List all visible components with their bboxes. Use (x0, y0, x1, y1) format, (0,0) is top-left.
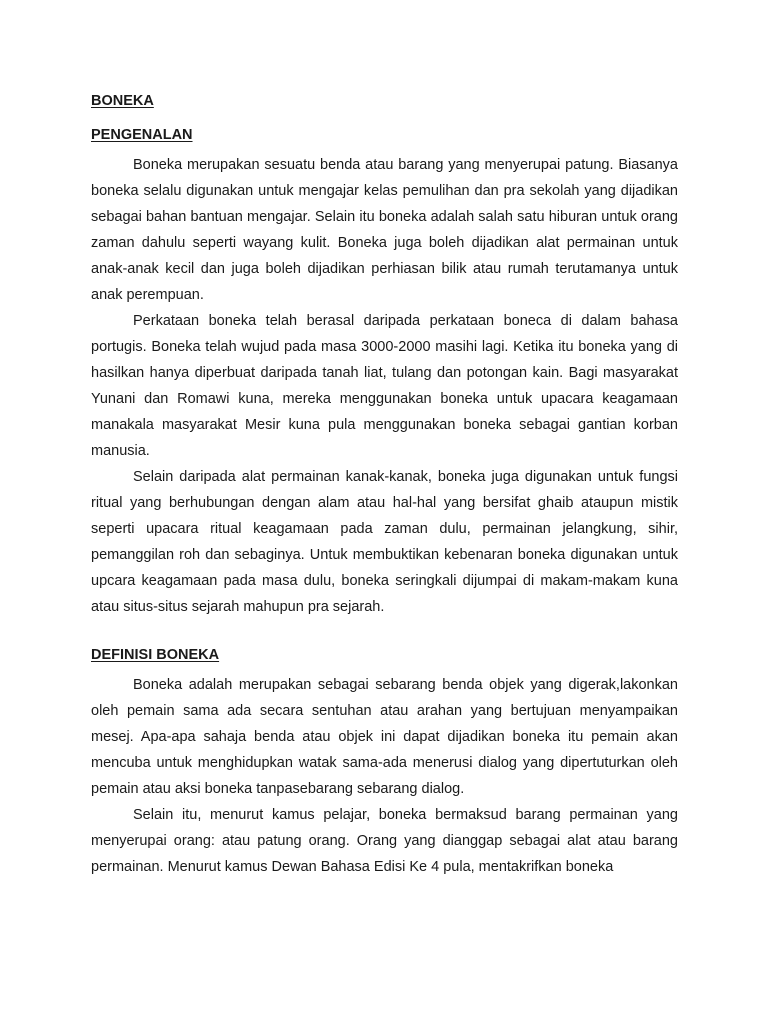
document-body (91, 88, 678, 880)
section-pengenalan (91, 122, 678, 620)
paragraph: Selain itu, menurut kamus pelajar, boneka bermaksud barang permainan yang menyerupai orang: atau patung orang. Orang yang dianggap sebagai alat atau barang permainan. Menurut kamus Dewan Bahasa Edisi Ke 4 pula, mentakrifkan boneka (91, 807, 678, 875)
paragraph: Perkataan boneka telah berasal daripada perkataan boneca di dalam bahasa portugis. Boneka telah wujud pada masa 3000-2000 masihi lagi. Ketika itu boneka yang di hasilkan hanya diperbuat daripada tanah liat, tulang dan potongan kain. Bagi masyarakat Yunani dan Romawi kuna, mereka menggunakan boneka untuk upacara keagamaan manakala masyarakat Mesir kuna pula menggunakan boneka sebagai gantian korban manusia. (91, 313, 678, 459)
paragraph: Boneka merupakan sesuatu benda atau barang yang menyerupai patung. Biasanya boneka selalu digunakan untuk mengajar kelas pemulihan dan pra sekolah yang dijadikan sebagai bahan bantuan mengajar. Selain itu boneka adalah salah satu hiburan untuk orang zaman dahulu seperti wayang kulit. Boneka juga boleh dijadikan alat permainan untuk anak-anak kecil dan juga boleh dijadikan perhiasan bilik atau rumah terutamanya untuk anak perempuan. (91, 157, 678, 303)
section-heading: DEFINISI BONEKA (91, 647, 220, 663)
section-definisi-boneka (91, 642, 678, 880)
document-title: BONEKA (91, 93, 154, 109)
paragraph: Selain daripada alat permainan kanak-kanak, boneka juga digunakan untuk fungsi ritual yang berhubungan dengan alam atau hal-hal yang bersifat ghaib ataupun mistik seperti upacara ritual keagamaan pada zaman dulu, permainan jelangkung, sihir, pemanggilan roh dan sebaginya. Untuk membuktikan kebenaran boneka digunakan untuk upcara keagamaan pada masa dulu, boneka seringkali dijumpai di makam-makam kuna atau situs-situs sejarah mahupun pra sejarah. (91, 469, 678, 615)
section-heading: PENGENALAN (91, 127, 193, 143)
paragraph: Boneka adalah merupakan sebagai sebarang benda objek yang digerak,lakonkan oleh pemain sama ada secara sentuhan atau arahan yang bertujuan menyampaikan mesej. Apa-apa sahaja benda atau objek ini dapat dijadikan boneka itu pemain akan mencuba untuk menghidupkan watak sama-ada menerusi dialog yang dipertuturkan oleh pemain atau aksi boneka tanpasebarang sebarang dialog. (91, 677, 678, 797)
